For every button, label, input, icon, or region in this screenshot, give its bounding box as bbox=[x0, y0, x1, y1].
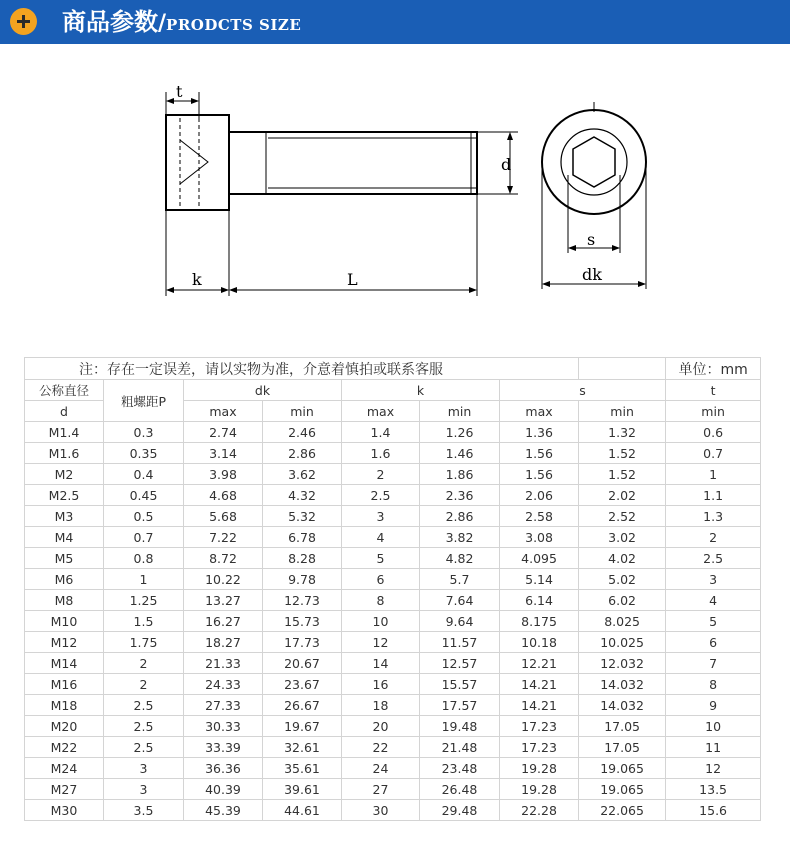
cell-k-max: 6 bbox=[342, 569, 420, 590]
table-row bbox=[25, 758, 761, 779]
col-s-header: s bbox=[500, 380, 666, 401]
cell-s-max: 2.58 bbox=[500, 506, 579, 527]
table-row bbox=[25, 779, 761, 800]
cell-dk-min: 20.67 bbox=[263, 653, 342, 674]
cell-dk-max: 13.27 bbox=[184, 590, 263, 611]
header-separator: / bbox=[158, 10, 167, 36]
cell-dk-max: 3.14 bbox=[184, 443, 263, 464]
cell-pitch: 3 bbox=[104, 779, 184, 800]
label-d: d bbox=[501, 155, 512, 174]
label-dk: dk bbox=[582, 265, 602, 284]
cell-dk-max: 40.39 bbox=[184, 779, 263, 800]
cell-pitch: 2.5 bbox=[104, 695, 184, 716]
cell-pitch: 0.3 bbox=[104, 422, 184, 443]
col-nominal-header: 公称直径 bbox=[25, 380, 104, 401]
header-bar bbox=[0, 0, 790, 44]
cell-dk-min: 4.32 bbox=[263, 485, 342, 506]
table-row bbox=[25, 527, 761, 548]
dk-min-header: min bbox=[263, 401, 342, 422]
cell-size: M12 bbox=[25, 632, 104, 653]
cell-dk-max: 8.72 bbox=[184, 548, 263, 569]
cell-k-min: 7.64 bbox=[420, 590, 500, 611]
cell-dk-max: 5.68 bbox=[184, 506, 263, 527]
cell-k-min: 2.86 bbox=[420, 506, 500, 527]
cell-s-max: 3.08 bbox=[500, 527, 579, 548]
cell-dk-min: 23.67 bbox=[263, 674, 342, 695]
cell-s-max: 5.14 bbox=[500, 569, 579, 590]
cell-size: M22 bbox=[25, 737, 104, 758]
cell-s-max: 2.06 bbox=[500, 485, 579, 506]
cell-t-min: 7 bbox=[666, 653, 761, 674]
plus-icon bbox=[10, 8, 37, 35]
cell-pitch: 1.5 bbox=[104, 611, 184, 632]
table-row bbox=[25, 422, 761, 443]
cell-k-max: 12 bbox=[342, 632, 420, 653]
cell-k-min: 11.57 bbox=[420, 632, 500, 653]
spec-table bbox=[24, 357, 761, 821]
header-title-text: 商品参数 bbox=[62, 7, 158, 36]
cell-size: M24 bbox=[25, 758, 104, 779]
cell-k-min: 1.86 bbox=[420, 464, 500, 485]
cell-s-min: 5.02 bbox=[579, 569, 666, 590]
cell-dk-min: 15.73 bbox=[263, 611, 342, 632]
cell-dk-min: 26.67 bbox=[263, 695, 342, 716]
screw-head bbox=[166, 115, 229, 210]
cell-s-min: 14.032 bbox=[579, 674, 666, 695]
cell-dk-max: 33.39 bbox=[184, 737, 263, 758]
cell-t-min: 3 bbox=[666, 569, 761, 590]
cell-k-min: 23.48 bbox=[420, 758, 500, 779]
cell-dk-min: 8.28 bbox=[263, 548, 342, 569]
cell-k-max: 24 bbox=[342, 758, 420, 779]
cell-s-min: 17.05 bbox=[579, 716, 666, 737]
head-circle bbox=[542, 110, 646, 214]
cell-k-max: 5 bbox=[342, 548, 420, 569]
cell-s-min: 8.025 bbox=[579, 611, 666, 632]
table-row bbox=[25, 632, 761, 653]
k-max-header: max bbox=[342, 401, 420, 422]
cell-pitch: 0.5 bbox=[104, 506, 184, 527]
cell-k-min: 1.26 bbox=[420, 422, 500, 443]
cell-pitch: 0.35 bbox=[104, 443, 184, 464]
cell-dk-min: 35.61 bbox=[263, 758, 342, 779]
screw-dimension-drawing bbox=[0, 44, 790, 344]
cell-dk-max: 30.33 bbox=[184, 716, 263, 737]
cell-size: M1.4 bbox=[25, 422, 104, 443]
cell-dk-max: 3.98 bbox=[184, 464, 263, 485]
cell-k-min: 5.7 bbox=[420, 569, 500, 590]
cell-s-min: 19.065 bbox=[579, 758, 666, 779]
cell-size: M30 bbox=[25, 800, 104, 821]
cell-pitch: 2.5 bbox=[104, 716, 184, 737]
cell-s-max: 14.21 bbox=[500, 695, 579, 716]
cell-s-min: 19.065 bbox=[579, 779, 666, 800]
cell-t-min: 13.5 bbox=[666, 779, 761, 800]
cell-s-min: 14.032 bbox=[579, 695, 666, 716]
cell-dk-max: 10.22 bbox=[184, 569, 263, 590]
cell-dk-min: 39.61 bbox=[263, 779, 342, 800]
cell-dk-min: 6.78 bbox=[263, 527, 342, 548]
cell-dk-max: 36.36 bbox=[184, 758, 263, 779]
col-t-header: t bbox=[666, 380, 761, 401]
cell-k-min: 21.48 bbox=[420, 737, 500, 758]
table-row bbox=[25, 485, 761, 506]
table-row bbox=[25, 569, 761, 590]
cell-k-max: 16 bbox=[342, 674, 420, 695]
cell-t-min: 2 bbox=[666, 527, 761, 548]
cell-size: M14 bbox=[25, 653, 104, 674]
cell-k-max: 18 bbox=[342, 695, 420, 716]
table-row bbox=[25, 548, 761, 569]
cell-s-max: 1.56 bbox=[500, 464, 579, 485]
cell-k-min: 9.64 bbox=[420, 611, 500, 632]
table-row bbox=[25, 611, 761, 632]
cell-dk-min: 2.86 bbox=[263, 443, 342, 464]
s-min-header: min bbox=[579, 401, 666, 422]
cell-dk-min: 17.73 bbox=[263, 632, 342, 653]
cell-size: M5 bbox=[25, 548, 104, 569]
cell-k-max: 4 bbox=[342, 527, 420, 548]
header-title bbox=[62, 4, 301, 40]
cell-k-max: 1.6 bbox=[342, 443, 420, 464]
cell-s-max: 6.14 bbox=[500, 590, 579, 611]
head-end-view bbox=[542, 102, 646, 289]
cell-s-max: 22.28 bbox=[500, 800, 579, 821]
table-note: 注：存在一定误差，请以实物为准，介意着慎拍或联系客服 bbox=[25, 358, 579, 380]
cell-pitch: 1 bbox=[104, 569, 184, 590]
table-row bbox=[25, 737, 761, 758]
cell-k-max: 8 bbox=[342, 590, 420, 611]
side-view bbox=[166, 92, 518, 296]
cell-pitch: 3 bbox=[104, 758, 184, 779]
cell-k-min: 4.82 bbox=[420, 548, 500, 569]
k-min-header: min bbox=[420, 401, 500, 422]
cell-t-min: 6 bbox=[666, 632, 761, 653]
hex-socket bbox=[573, 137, 615, 187]
cell-s-max: 14.21 bbox=[500, 674, 579, 695]
cell-k-max: 1.4 bbox=[342, 422, 420, 443]
cell-t-min: 1 bbox=[666, 464, 761, 485]
cell-k-min: 1.46 bbox=[420, 443, 500, 464]
label-L: L bbox=[347, 270, 358, 289]
cell-k-max: 2 bbox=[342, 464, 420, 485]
cell-dk-min: 44.61 bbox=[263, 800, 342, 821]
cell-dk-min: 3.62 bbox=[263, 464, 342, 485]
cell-size: M27 bbox=[25, 779, 104, 800]
cell-k-max: 2.5 bbox=[342, 485, 420, 506]
cell-s-max: 4.095 bbox=[500, 548, 579, 569]
col-k-header: k bbox=[342, 380, 500, 401]
table-row bbox=[25, 443, 761, 464]
cell-dk-min: 32.61 bbox=[263, 737, 342, 758]
cell-size: M1.6 bbox=[25, 443, 104, 464]
cell-size: M6 bbox=[25, 569, 104, 590]
cell-k-min: 26.48 bbox=[420, 779, 500, 800]
cell-t-min: 9 bbox=[666, 695, 761, 716]
note-blank-cell bbox=[579, 358, 666, 380]
table-row bbox=[25, 464, 761, 485]
cell-size: M18 bbox=[25, 695, 104, 716]
table-row bbox=[25, 506, 761, 527]
cell-s-min: 1.52 bbox=[579, 464, 666, 485]
cell-t-min: 11 bbox=[666, 737, 761, 758]
cell-dk-min: 12.73 bbox=[263, 590, 342, 611]
cell-dk-max: 27.33 bbox=[184, 695, 263, 716]
cell-t-min: 2.5 bbox=[666, 548, 761, 569]
cell-dk-max: 18.27 bbox=[184, 632, 263, 653]
cell-k-max: 30 bbox=[342, 800, 420, 821]
cell-s-min: 10.025 bbox=[579, 632, 666, 653]
cell-s-max: 10.18 bbox=[500, 632, 579, 653]
cell-k-max: 3 bbox=[342, 506, 420, 527]
header-subtitle: PRODCTS SIZE bbox=[166, 16, 302, 34]
cell-k-max: 14 bbox=[342, 653, 420, 674]
cell-dk-min: 2.46 bbox=[263, 422, 342, 443]
cell-pitch: 0.45 bbox=[104, 485, 184, 506]
cell-dk-max: 7.22 bbox=[184, 527, 263, 548]
cell-s-max: 17.23 bbox=[500, 737, 579, 758]
label-t: t bbox=[176, 82, 183, 101]
cell-t-min: 0.6 bbox=[666, 422, 761, 443]
cell-size: M8 bbox=[25, 590, 104, 611]
cell-s-min: 3.02 bbox=[579, 527, 666, 548]
cell-s-max: 19.28 bbox=[500, 779, 579, 800]
cell-dk-min: 19.67 bbox=[263, 716, 342, 737]
cell-pitch: 1.75 bbox=[104, 632, 184, 653]
col-nominal-sub: d bbox=[25, 401, 104, 422]
table-row bbox=[25, 800, 761, 821]
cell-dk-max: 16.27 bbox=[184, 611, 263, 632]
cell-t-min: 4 bbox=[666, 590, 761, 611]
table-row bbox=[25, 716, 761, 737]
cell-k-min: 12.57 bbox=[420, 653, 500, 674]
cell-k-min: 29.48 bbox=[420, 800, 500, 821]
s-max-header: max bbox=[500, 401, 579, 422]
cell-t-min: 12 bbox=[666, 758, 761, 779]
label-k: k bbox=[192, 270, 202, 289]
cell-t-min: 1.1 bbox=[666, 485, 761, 506]
cell-s-min: 6.02 bbox=[579, 590, 666, 611]
table-row bbox=[25, 653, 761, 674]
cell-s-max: 1.56 bbox=[500, 443, 579, 464]
label-s: s bbox=[587, 230, 596, 249]
cell-dk-max: 21.33 bbox=[184, 653, 263, 674]
cell-dk-max: 2.74 bbox=[184, 422, 263, 443]
cell-t-min: 8 bbox=[666, 674, 761, 695]
cell-s-max: 17.23 bbox=[500, 716, 579, 737]
cell-s-min: 12.032 bbox=[579, 653, 666, 674]
cell-t-min: 10 bbox=[666, 716, 761, 737]
cell-pitch: 0.8 bbox=[104, 548, 184, 569]
cell-size: M16 bbox=[25, 674, 104, 695]
table-row bbox=[25, 590, 761, 611]
cell-size: M2 bbox=[25, 464, 104, 485]
cell-size: M4 bbox=[25, 527, 104, 548]
cell-s-min: 2.52 bbox=[579, 506, 666, 527]
cell-pitch: 2 bbox=[104, 674, 184, 695]
cell-dk-min: 9.78 bbox=[263, 569, 342, 590]
cell-s-min: 2.02 bbox=[579, 485, 666, 506]
cell-size: M2.5 bbox=[25, 485, 104, 506]
cell-s-min: 17.05 bbox=[579, 737, 666, 758]
cell-k-max: 20 bbox=[342, 716, 420, 737]
cell-pitch: 0.7 bbox=[104, 527, 184, 548]
t-min-header: min bbox=[666, 401, 761, 422]
cell-s-max: 1.36 bbox=[500, 422, 579, 443]
cell-k-min: 3.82 bbox=[420, 527, 500, 548]
cell-pitch: 0.4 bbox=[104, 464, 184, 485]
note-row bbox=[25, 358, 761, 380]
cell-s-min: 22.065 bbox=[579, 800, 666, 821]
cell-dk-min: 5.32 bbox=[263, 506, 342, 527]
cell-dk-max: 24.33 bbox=[184, 674, 263, 695]
cell-s-max: 8.175 bbox=[500, 611, 579, 632]
cell-pitch: 2.5 bbox=[104, 737, 184, 758]
cell-dk-max: 45.39 bbox=[184, 800, 263, 821]
cell-size: M20 bbox=[25, 716, 104, 737]
header-row-1 bbox=[25, 380, 761, 401]
cell-t-min: 5 bbox=[666, 611, 761, 632]
dk-max-header: max bbox=[184, 401, 263, 422]
cell-s-min: 4.02 bbox=[579, 548, 666, 569]
cell-k-max: 10 bbox=[342, 611, 420, 632]
table-row bbox=[25, 695, 761, 716]
col-pitch-header: 粗螺距P bbox=[104, 380, 184, 422]
cell-k-max: 22 bbox=[342, 737, 420, 758]
cell-s-max: 12.21 bbox=[500, 653, 579, 674]
cell-s-min: 1.52 bbox=[579, 443, 666, 464]
cell-size: M3 bbox=[25, 506, 104, 527]
cell-k-min: 19.48 bbox=[420, 716, 500, 737]
cell-dk-max: 4.68 bbox=[184, 485, 263, 506]
cell-s-max: 19.28 bbox=[500, 758, 579, 779]
unit-label: 单位：mm bbox=[666, 358, 761, 380]
cell-size: M10 bbox=[25, 611, 104, 632]
cell-s-min: 1.32 bbox=[579, 422, 666, 443]
cell-k-min: 17.57 bbox=[420, 695, 500, 716]
cell-pitch: 2 bbox=[104, 653, 184, 674]
cell-t-min: 15.6 bbox=[666, 800, 761, 821]
cell-k-min: 2.36 bbox=[420, 485, 500, 506]
table-row bbox=[25, 674, 761, 695]
cell-pitch: 3.5 bbox=[104, 800, 184, 821]
cell-pitch: 1.25 bbox=[104, 590, 184, 611]
cell-t-min: 1.3 bbox=[666, 506, 761, 527]
cell-t-min: 0.7 bbox=[666, 443, 761, 464]
cell-k-min: 15.57 bbox=[420, 674, 500, 695]
cell-k-max: 27 bbox=[342, 779, 420, 800]
col-dk-header: dk bbox=[184, 380, 342, 401]
